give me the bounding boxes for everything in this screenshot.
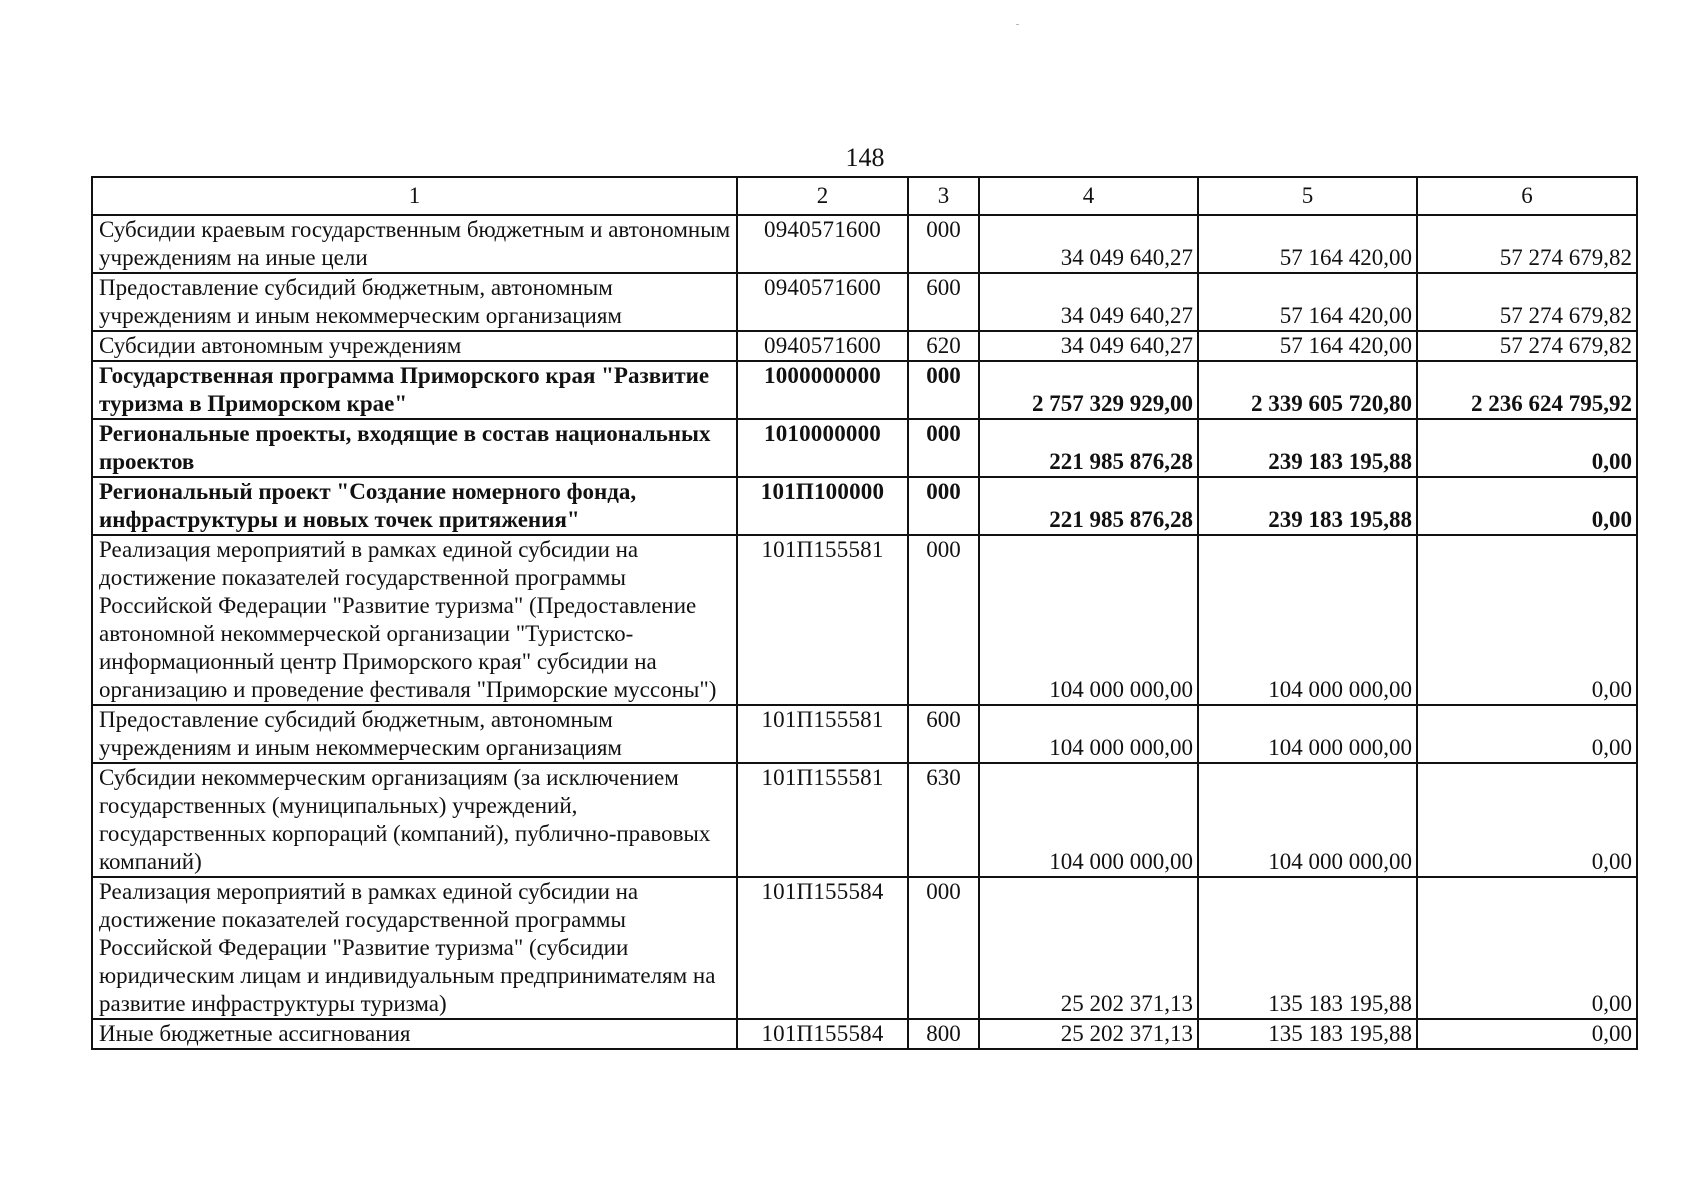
row-value-col4: 221 985 876,28 — [979, 477, 1198, 535]
header-cell-5: 5 — [1198, 177, 1417, 215]
row-name: Региональный проект "Создание номерного фонда, инфраструктуры и новых точек притяжения" — [92, 477, 737, 535]
row-value-col6: 57 274 679,82 — [1417, 331, 1637, 361]
row-kind: 600 — [908, 705, 979, 763]
row-value-col4: 25 202 371,13 — [979, 1019, 1198, 1049]
row-kind: 000 — [908, 877, 979, 1019]
row-value-col6: 0,00 — [1417, 877, 1637, 1019]
row-code: 0940571600 — [737, 331, 908, 361]
row-code: 1010000000 — [737, 419, 908, 477]
row-value-col5: 57 164 420,00 — [1198, 331, 1417, 361]
row-value-col6: 0,00 — [1417, 1019, 1637, 1049]
row-value-col5: 135 183 195,88 — [1198, 877, 1417, 1019]
table-row — [92, 331, 1637, 361]
table-row — [92, 535, 1637, 705]
row-value-col6: 57 274 679,82 — [1417, 273, 1637, 331]
scan-artifact — [1016, 24, 1019, 25]
row-value-col4: 2 757 329 929,00 — [979, 361, 1198, 419]
header-row — [92, 177, 1637, 215]
budget-table — [91, 176, 1638, 1050]
row-kind: 800 — [908, 1019, 979, 1049]
row-value-col5: 104 000 000,00 — [1198, 705, 1417, 763]
table-row — [92, 215, 1637, 273]
row-value-col6: 57 274 679,82 — [1417, 215, 1637, 273]
header-cell-1: 1 — [92, 177, 737, 215]
row-kind: 600 — [908, 273, 979, 331]
row-name: Субсидии краевым государственным бюджетным и автономным учреждениям на иные цели — [92, 215, 737, 273]
row-value-col6: 0,00 — [1417, 477, 1637, 535]
row-value-col5: 104 000 000,00 — [1198, 763, 1417, 877]
row-value-col5: 135 183 195,88 — [1198, 1019, 1417, 1049]
row-code: 101П155581 — [737, 763, 908, 877]
table-row — [92, 877, 1637, 1019]
row-value-col6: 0,00 — [1417, 535, 1637, 705]
row-code: 101П155584 — [737, 877, 908, 1019]
row-name: Субсидии некоммерческим организациям (за исключением государственных (муниципальных) учреждений, государственных корпораций (компаний), публично-правовых компаний) — [92, 763, 737, 877]
table-body — [92, 215, 1637, 1049]
page-number: 148 — [845, 143, 885, 172]
row-code: 101П155584 — [737, 1019, 908, 1049]
row-value-col6: 0,00 — [1417, 419, 1637, 477]
row-value-col5: 57 164 420,00 — [1198, 215, 1417, 273]
row-value-col5: 104 000 000,00 — [1198, 535, 1417, 705]
row-value-col4: 34 049 640,27 — [979, 273, 1198, 331]
table-row — [92, 763, 1637, 877]
row-code: 101П100000 — [737, 477, 908, 535]
table-row — [92, 273, 1637, 331]
row-value-col6: 0,00 — [1417, 763, 1637, 877]
row-name: Предоставление субсидий бюджетным, автономным учреждениям и иным некоммерческим организациям — [92, 273, 737, 331]
row-name: Субсидии автономным учреждениям — [92, 331, 737, 361]
row-value-col6: 2 236 624 795,92 — [1417, 361, 1637, 419]
row-name: Реализация мероприятий в рамках единой субсидии на достижение показателей государственной программы Российской Федерации "Развитие туризма" (субсидии юридическим лицам и индивидуальным предпринимателям на развитие инфраструктуры туризма) — [92, 877, 737, 1019]
row-kind: 620 — [908, 331, 979, 361]
row-kind: 000 — [908, 215, 979, 273]
row-value-col5: 57 164 420,00 — [1198, 273, 1417, 331]
row-code: 0940571600 — [737, 215, 908, 273]
row-name: Предоставление субсидий бюджетным, автономным учреждениям и иным некоммерческим организациям — [92, 705, 737, 763]
row-value-col4: 34 049 640,27 — [979, 331, 1198, 361]
table-row — [92, 1019, 1637, 1049]
row-value-col4: 104 000 000,00 — [979, 705, 1198, 763]
row-value-col4: 25 202 371,13 — [979, 877, 1198, 1019]
row-code: 101П155581 — [737, 705, 908, 763]
row-value-col5: 239 183 195,88 — [1198, 419, 1417, 477]
row-value-col5: 2 339 605 720,80 — [1198, 361, 1417, 419]
row-name: Реализация мероприятий в рамках единой субсидии на достижение показателей государственной программы Российской Федерации "Развитие туризма" (Предоставление автономной некоммерческой организации "Туристско-информационный центр Приморского края" субсидии на организацию и проведение фестиваля "Приморские муссоны") — [92, 535, 737, 705]
header-cell-3: 3 — [908, 177, 979, 215]
header-cell-2: 2 — [737, 177, 908, 215]
row-name: Региональные проекты, входящие в состав национальных проектов — [92, 419, 737, 477]
row-code: 101П155581 — [737, 535, 908, 705]
row-name: Иные бюджетные ассигнования — [92, 1019, 737, 1049]
row-value-col4: 104 000 000,00 — [979, 763, 1198, 877]
row-code: 0940571600 — [737, 273, 908, 331]
table-row-regional-project — [92, 477, 1637, 535]
row-value-col4: 104 000 000,00 — [979, 535, 1198, 705]
table-row-projects — [92, 419, 1637, 477]
row-kind: 630 — [908, 763, 979, 877]
row-kind: 000 — [908, 535, 979, 705]
row-value-col5: 239 183 195,88 — [1198, 477, 1417, 535]
row-value-col4: 34 049 640,27 — [979, 215, 1198, 273]
row-value-col6: 0,00 — [1417, 705, 1637, 763]
row-code: 1000000000 — [737, 361, 908, 419]
row-name: Государственная программа Приморского края "Развитие туризма в Приморском крае" — [92, 361, 737, 419]
row-kind: 000 — [908, 477, 979, 535]
table-header — [92, 177, 1637, 215]
table-row — [92, 705, 1637, 763]
row-value-col4: 221 985 876,28 — [979, 419, 1198, 477]
header-cell-4: 4 — [979, 177, 1198, 215]
row-kind: 000 — [908, 419, 979, 477]
row-kind: 000 — [908, 361, 979, 419]
table-row-program — [92, 361, 1637, 419]
header-cell-6: 6 — [1417, 177, 1637, 215]
